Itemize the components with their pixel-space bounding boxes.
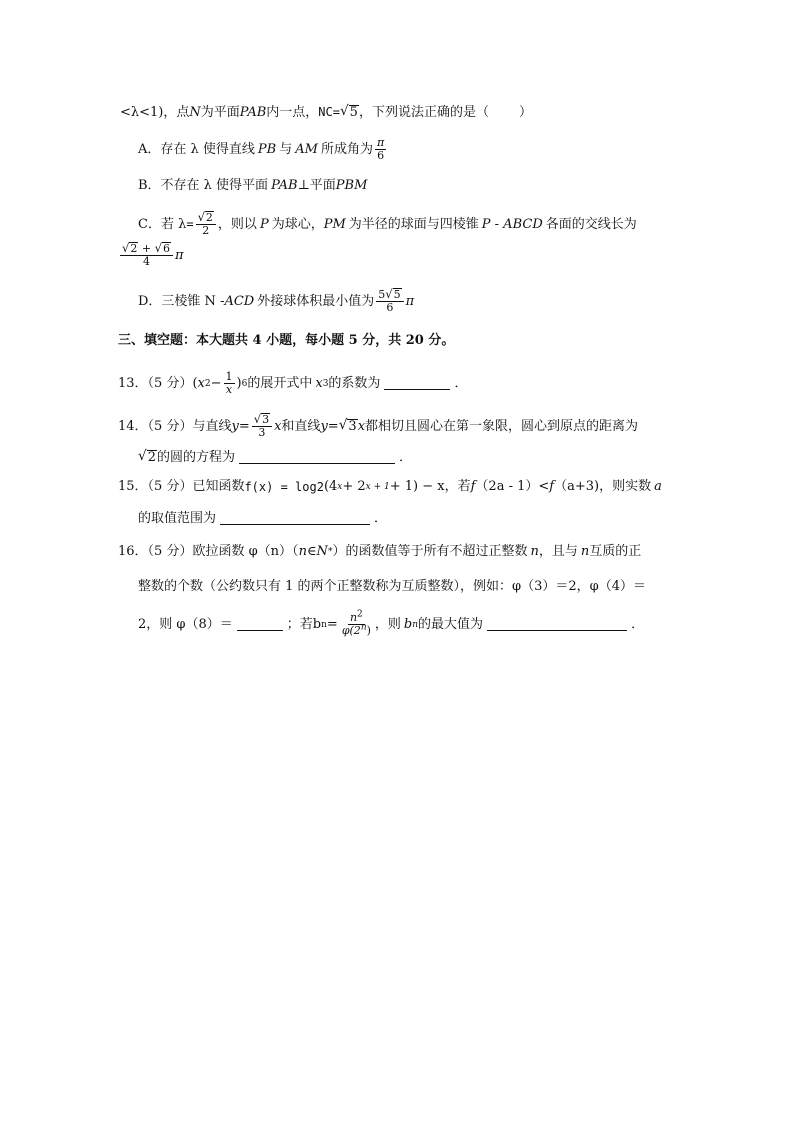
fraction-1-over-x: $\frac{1}{x}$ (225, 370, 233, 397)
option-a: A．存在 λ 使得直线 PB 与 AM 所成角为 $\frac{\pi}{6}$ (138, 136, 385, 163)
section-3-heading: 三、填空题：本大题共 4 小题，每小题 5 分，共 20 分。 (118, 333, 455, 348)
option-b: B．不存在 λ 使得平面 PAB ⊥平面 PBM (138, 178, 368, 193)
answer-blank-16b[interactable] (487, 618, 627, 631)
question-16: 16．（5 分）欧拉函数 φ（n）（ n∈N * ）的函数值等于所有不超过正整数 n ，且与 n 互质的正 (118, 544, 642, 559)
question-14-line2: √ 2 的圆的方程为 ． (138, 448, 413, 465)
option-d: D．三棱锥 N - ACD 外接球体积最小值为 5 √ 5 6 π (138, 287, 415, 315)
fraction-5sqrt5-over-6: 5 √ 5 6 (376, 288, 403, 314)
question-16-line2: 整数的个数（公约数只有 1 的两个正整数称为互质整数），例如：φ（3）＝2，φ（4）＝ (138, 579, 647, 594)
sqrt-3: √ 3 (338, 416, 357, 434)
answer-blank-16a[interactable] (237, 618, 283, 631)
answer-blank-13[interactable] (384, 377, 450, 390)
answer-blank-14[interactable] (239, 451, 395, 464)
question-14: 14．（5 分）与直线 y = √ 3 3 x 和直线 y = √ 3 x 都相切且圆心在第一象限，圆心到原点的距离为 (118, 412, 639, 440)
answer-blank-15[interactable] (220, 512, 370, 525)
question-15: 15．（5 分）已知函数 f(x) = log 2 (4 x + 2 x + 1 + 1) − x ，若 f （2a - 1）< f （a+3) ，则实数 a (118, 479, 662, 494)
fraction-bn: $\frac{n^2}{\varphi(2^n)}$ (341, 609, 371, 638)
option-c-answer: √ 2 + √ 6 4 π (122, 241, 184, 269)
fraction-sqrt3-over-3: √ 3 3 (252, 413, 272, 439)
option-c: C．若 λ = √ 2 2 ，则以 P 为球心， PM 为半径的球面与四棱锥 P - ABCD 各面的交线长为 (138, 210, 637, 238)
question-13: 13．（5 分） ( x 2 − $\frac{1}{x}$ ) 6 的展开式中 x 3 的系数为 ． (118, 370, 468, 397)
fraction-sqrt2-plus-sqrt6-over-4: √ 2 + √ 6 4 (120, 242, 173, 268)
question-16-line3: 2，则 φ（8）＝ ；若b n = $\frac{n^2}{\varphi(2^n)}$ ，则 b n 的最大值为 ． (138, 609, 645, 638)
q12-continuation: <λ<1)，点 N 为平面 PAB 内一点， NC = √ 5 ，下列说法正确的是（ ） (120, 103, 532, 120)
sqrt-2: √ 2 (138, 448, 156, 465)
sqrt-5: √ 5 (339, 103, 358, 120)
fraction-sqrt2-over-2: √ 2 2 (196, 211, 216, 237)
question-15-line2: 的取值范围为 ． (138, 511, 388, 526)
fraction-pi-over-6: $\frac{\pi}{6}$ (376, 136, 385, 163)
